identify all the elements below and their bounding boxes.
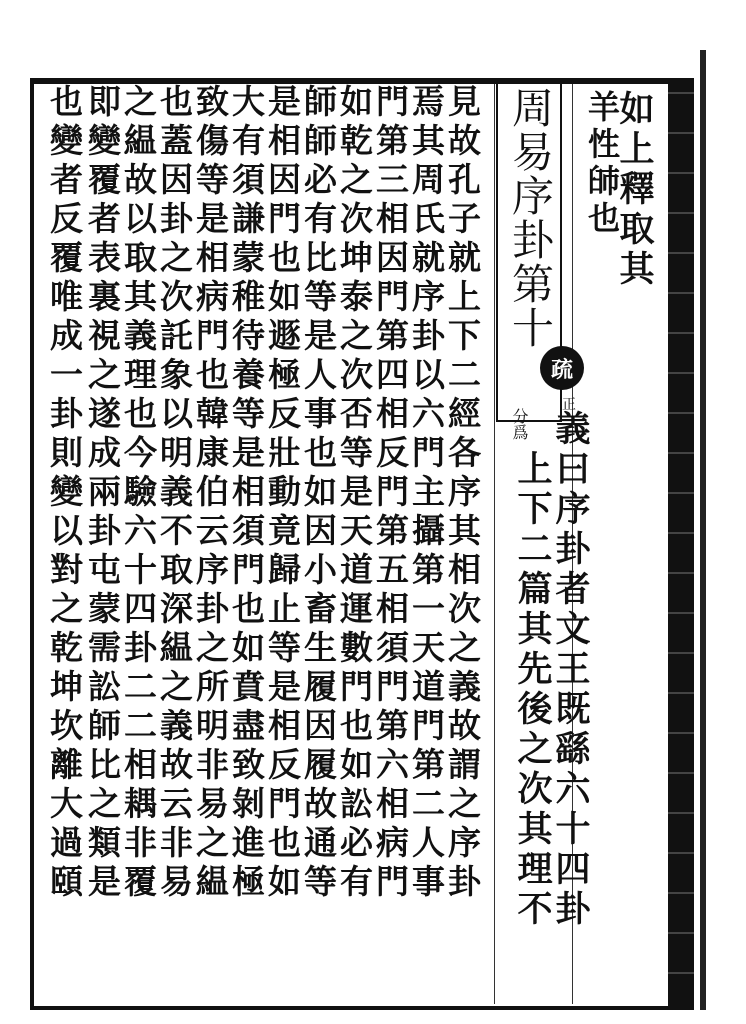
note-column-right: 如上釋取其 [614, 90, 655, 290]
small-mark: 正 [562, 397, 576, 413]
text-column-11: 也蓋因卦之次託象以明義不取深緼之義故云非易 [155, 84, 194, 903]
page-fold-edge [700, 50, 706, 1010]
text-column-8: 是相因門也如遯極反壯動竟歸止等是相反門也如 [263, 84, 302, 903]
text-column-5: 門第三相因門第四相反門第五相須門第六相病門 [371, 84, 410, 903]
text-column-3: 見故孔子就上下二經各序其相次之義故謂之序卦 [443, 84, 482, 903]
text-column-2: 上下二篇其先後之次其理不 [512, 450, 553, 930]
text-column-7: 師師必有比等是人事也如因小畜生履因履故通等 [299, 84, 338, 903]
text-column-12: 之緼故以取其義理也今驗六十四卦二二相耦非覆 [119, 84, 158, 903]
chapter-title: 周易序卦第十 [506, 86, 555, 350]
text-column-1: 義曰序卦者文王既繇六十四卦 [550, 410, 591, 930]
commentary-seal-icon: 疏 [540, 346, 584, 390]
text-column-13: 即變覆者表裏視之遂成兩卦屯蒙需訟師比之類是 [83, 84, 122, 903]
text-column-4: 焉其周氏就序卦以六門主攝第一天道門第二人事 [407, 84, 446, 903]
column-rule [494, 84, 495, 1004]
sub-note: 分爲 [510, 408, 529, 440]
text-column-10: 致傷等是相病門也韓康伯云序卦之所明非易之緼 [191, 84, 230, 903]
text-column-6: 如乾之次坤泰之次否等是天道運數門也如訟必有 [335, 84, 374, 903]
text-column-14: 也變者反覆唯成一卦則變以對之乾坤坎離大過頤 [45, 84, 84, 903]
frame-left-border [30, 78, 34, 1010]
binding-margin [668, 78, 694, 1010]
frame-bottom-border [30, 1006, 670, 1010]
text-column-9: 大有須謙蒙稚待養等是相須門也如賁盡致剝進極 [227, 84, 266, 903]
note-column-left: 羊性䑔也 [583, 90, 621, 238]
